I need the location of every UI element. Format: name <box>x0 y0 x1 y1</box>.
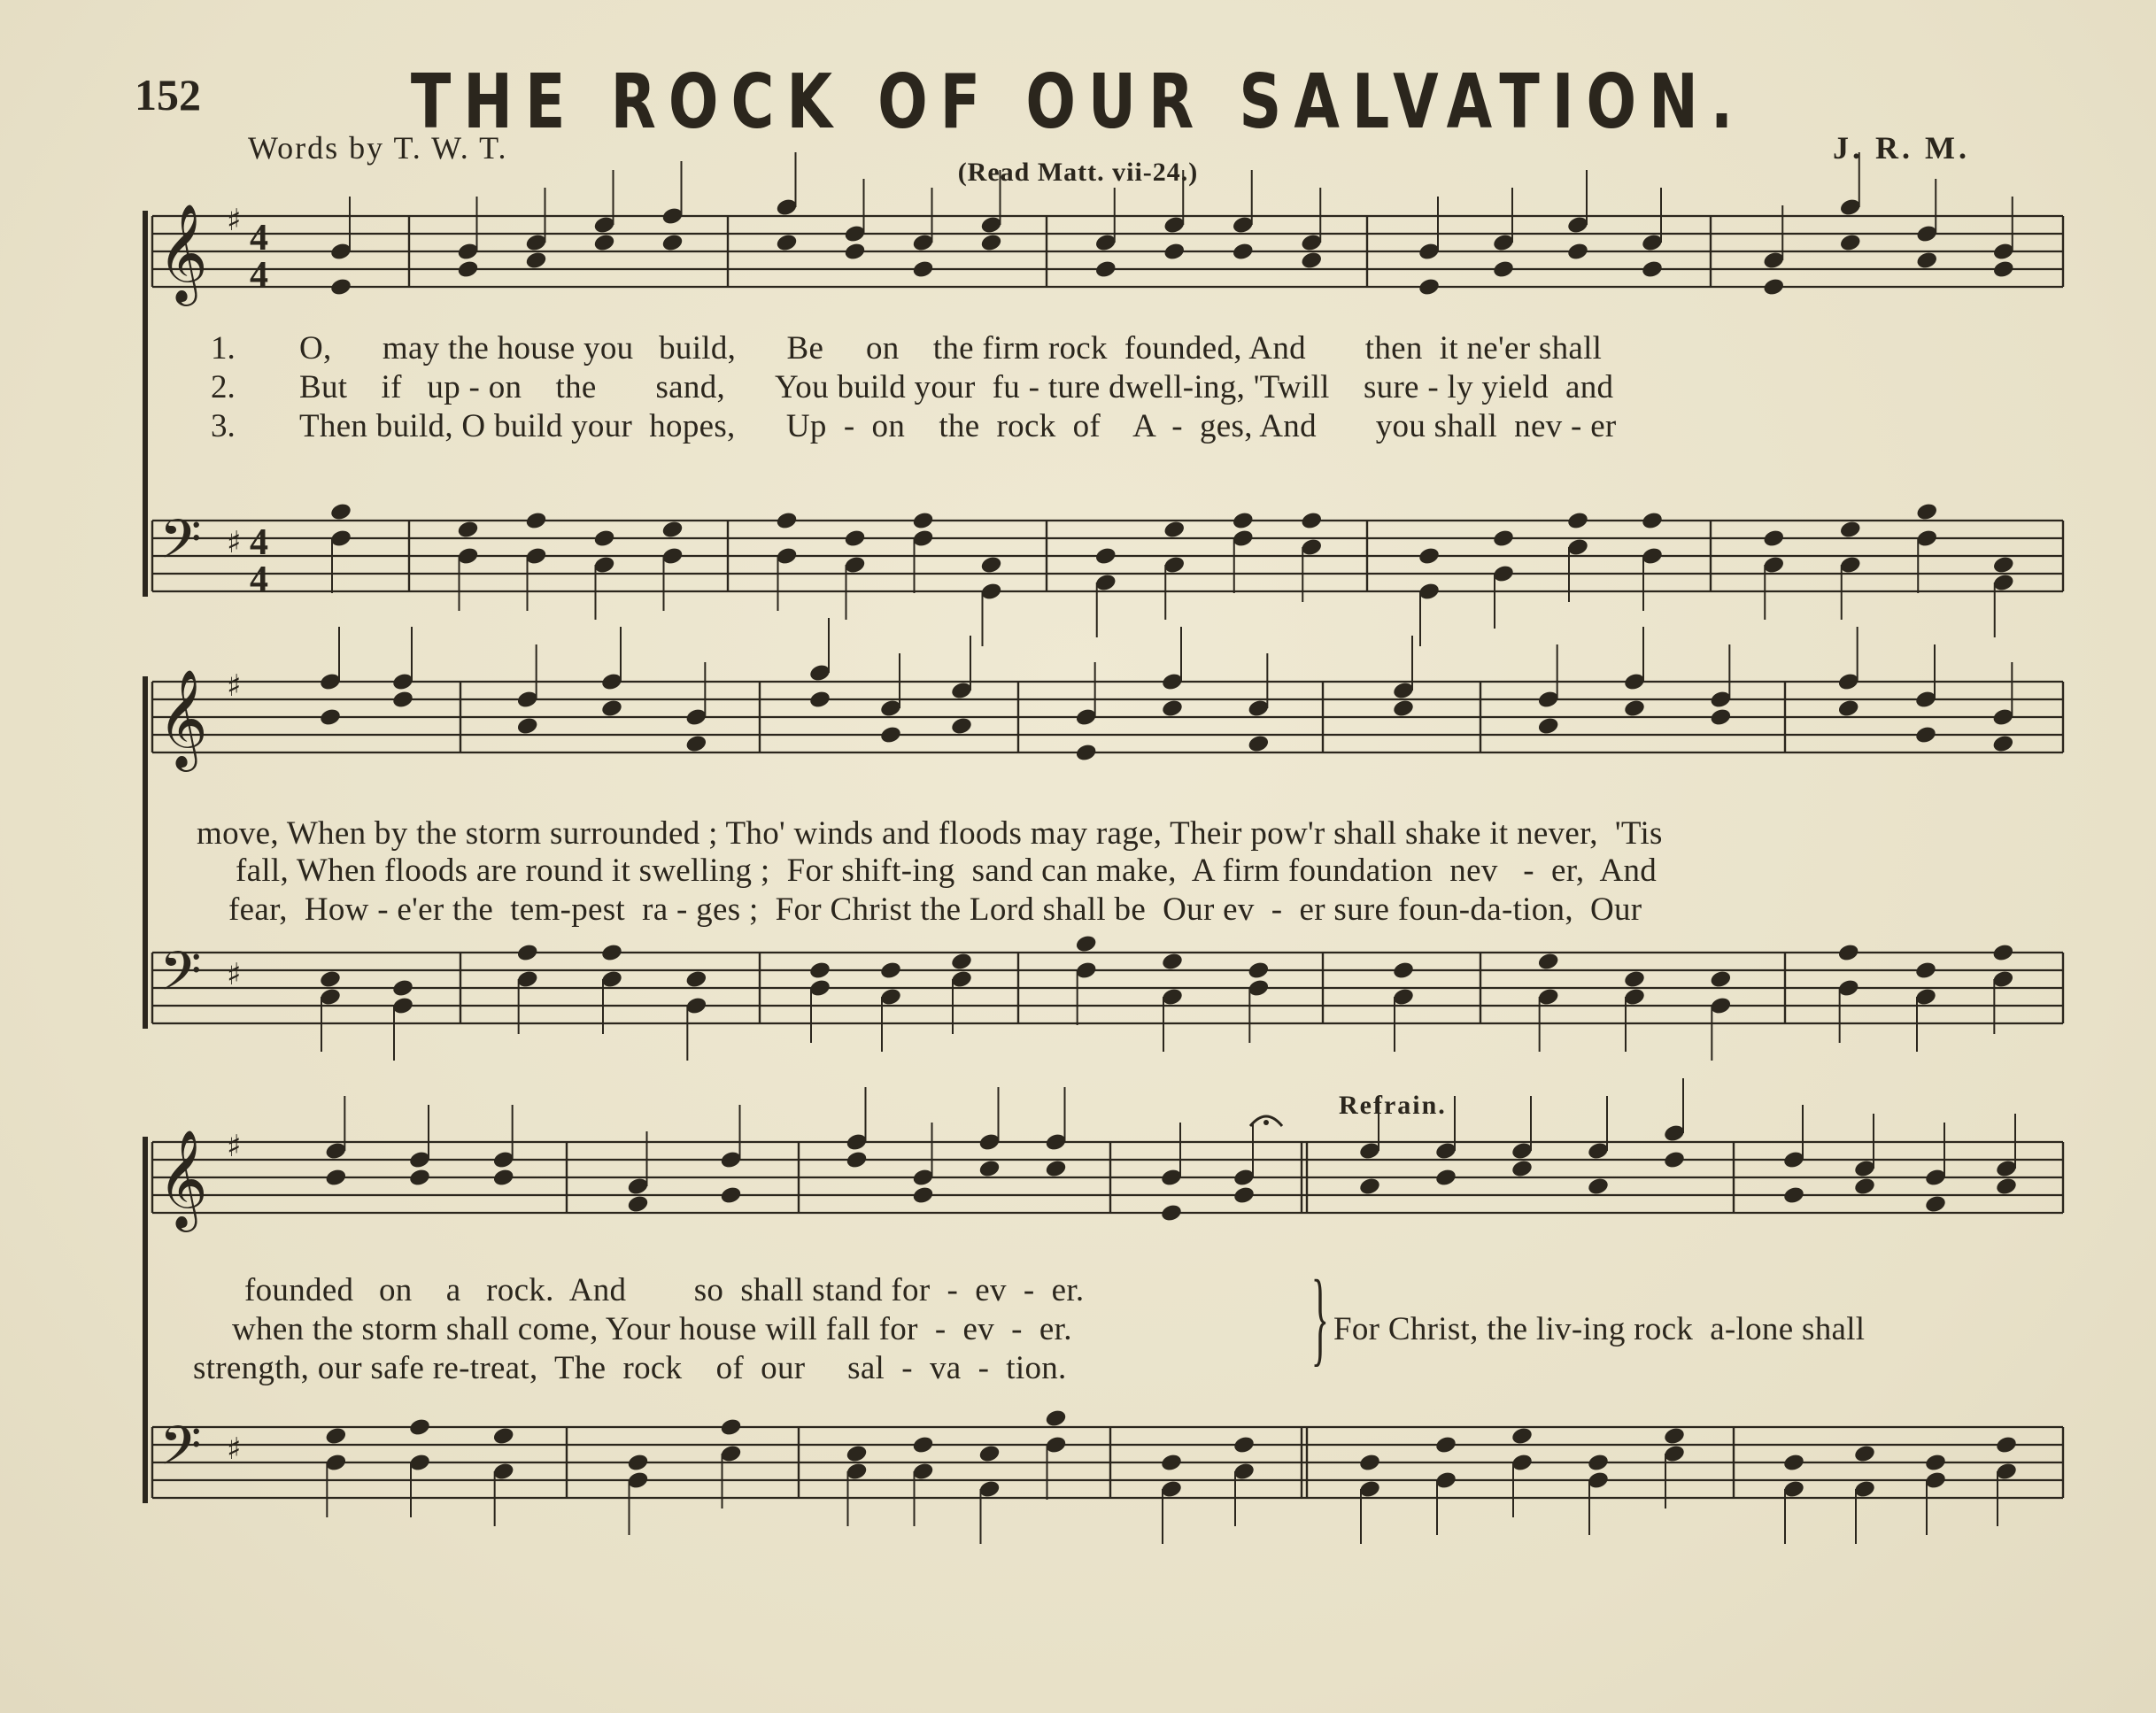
notehead <box>1623 969 1646 990</box>
notehead <box>1300 511 1323 531</box>
lyric-line-s2-v2: fall, When floods are round it swelling ; For shift-ing sand can make, A firm foundation nev - er, And <box>236 853 1658 889</box>
notehead <box>1392 698 1415 719</box>
notehead <box>1641 259 1664 280</box>
treble-clef-icon: 𝄞 <box>158 203 208 302</box>
notehead <box>456 520 479 540</box>
treble-clef-icon: 𝄞 <box>158 1129 208 1228</box>
notehead <box>719 1417 742 1438</box>
notehead <box>1924 1453 1947 1473</box>
lyric-line-s1-v3: Then build, O build your hopes, Up - on the rock of A - ges, And you shall nev - er <box>299 408 1617 444</box>
verse-brace: } <box>1310 1258 1329 1376</box>
notehead <box>1839 520 1862 540</box>
verse-number-1: 1. <box>211 330 236 367</box>
notehead <box>1992 259 2015 280</box>
notehead <box>1044 1159 1067 1179</box>
notehead <box>1247 734 1270 754</box>
notehead <box>492 1168 515 1188</box>
notehead <box>845 1444 868 1464</box>
notehead <box>845 1150 868 1170</box>
notehead <box>324 1426 347 1447</box>
notehead <box>911 259 934 280</box>
notehead <box>1094 259 1117 280</box>
lyric-line-s3-v3: strength, our safe re-treat, The rock of our sal - va - tion. <box>193 1350 1067 1386</box>
notehead <box>1853 1444 1876 1464</box>
notehead <box>911 1435 934 1455</box>
notehead <box>1991 943 2014 963</box>
notehead <box>1358 1177 1381 1197</box>
notehead <box>1160 1453 1183 1473</box>
time-signature-top: 4 <box>250 522 268 563</box>
notehead <box>1418 546 1441 567</box>
notehead <box>1623 698 1646 719</box>
notehead <box>1537 952 1560 972</box>
lyric-line-s2-v3: fear, How - e'er the tem-pest ra - ges ; For Christ the Lord shall be Our ev - er sure foun-da-tion, Our <box>228 891 1642 928</box>
refrain-lyric-line: For Christ, the liv-ing rock a-lone shall <box>1333 1311 1866 1347</box>
notehead <box>1587 1453 1610 1473</box>
notehead <box>879 725 902 745</box>
notehead <box>979 555 1002 575</box>
notehead <box>1709 969 1732 990</box>
notehead <box>516 943 539 963</box>
sharp-icon: ♯ <box>227 203 242 238</box>
notehead <box>319 969 342 990</box>
notehead <box>1566 511 1589 531</box>
notehead <box>524 511 547 531</box>
notehead <box>950 952 973 972</box>
notehead <box>1511 1426 1534 1447</box>
time-signature-bottom: 4 <box>250 255 268 296</box>
time-signature-top: 4 <box>250 218 268 258</box>
notehead <box>1995 1177 2018 1197</box>
notehead <box>1924 1194 1947 1215</box>
lyric-line-s1-v1: O, may the house you build, Be on the firm rock founded, And then it ne'er shall <box>299 330 1603 367</box>
notehead <box>1995 1435 2018 1455</box>
notehead <box>324 1168 347 1188</box>
lyricist-credit: Words by T. W. T. <box>248 130 508 166</box>
bass-clef-icon: 𝄢 <box>159 508 202 584</box>
sharp-icon: ♯ <box>227 1129 242 1164</box>
notehead <box>684 734 707 754</box>
composer-credit: J. R. M. <box>1833 130 1970 166</box>
notehead <box>911 511 934 531</box>
page-number: 152 <box>135 70 201 120</box>
notehead <box>329 277 352 297</box>
sharp-icon: ♯ <box>227 957 242 992</box>
notehead <box>1537 716 1560 737</box>
notehead <box>1663 1150 1686 1170</box>
notehead <box>1762 529 1785 549</box>
notehead <box>1163 242 1186 262</box>
notehead <box>1233 1185 1256 1206</box>
notehead <box>1434 1435 1457 1455</box>
notehead <box>843 242 866 262</box>
notehead <box>329 502 352 522</box>
notehead <box>408 1417 431 1438</box>
notehead <box>661 233 684 253</box>
sharp-icon: ♯ <box>227 525 242 560</box>
lyric-line-s1-v2: But if up - on the sand, You build your fu - ture dwell-ing, 'Twill sure - ly yield and <box>299 369 1614 405</box>
notehead <box>1587 1177 1610 1197</box>
sharp-icon: ♯ <box>227 668 242 704</box>
verse-number-3: 3. <box>211 408 236 444</box>
notehead <box>391 978 414 999</box>
notehead <box>1247 961 1270 981</box>
notehead <box>1075 743 1098 763</box>
notehead <box>592 233 615 253</box>
notehead <box>1762 277 1785 297</box>
notehead <box>1392 961 1415 981</box>
notehead <box>950 716 973 737</box>
verse-number-2: 2. <box>211 369 236 405</box>
notehead <box>1782 1453 1805 1473</box>
notehead <box>1232 242 1255 262</box>
lyric-line-s2-v1: move, When by the storm surrounded ; Tho' winds and floods may rage, Their pow'r shall shake it never, 'Tis <box>197 815 1663 852</box>
notehead <box>978 1159 1001 1179</box>
notehead <box>524 251 547 271</box>
notehead <box>1044 1408 1067 1429</box>
notehead <box>911 1185 934 1206</box>
notehead <box>1992 555 2015 575</box>
notehead <box>319 707 342 728</box>
notehead <box>600 698 623 719</box>
notehead <box>1853 1177 1876 1197</box>
notehead <box>492 1426 515 1447</box>
treble-clef-icon: 𝄞 <box>158 668 208 768</box>
notehead <box>808 690 831 710</box>
notehead <box>979 233 1002 253</box>
notehead <box>1566 242 1589 262</box>
notehead <box>661 520 684 540</box>
notehead <box>1161 952 1184 972</box>
notehead <box>1991 734 2014 754</box>
bass-clef-icon: 𝄢 <box>159 1415 202 1491</box>
notehead <box>843 529 866 549</box>
notehead <box>1418 277 1441 297</box>
notehead <box>808 961 831 981</box>
time-signature-bottom: 4 <box>250 559 268 600</box>
bass-clef-icon: 𝄢 <box>159 940 202 1016</box>
notehead <box>1914 961 1937 981</box>
notehead <box>408 1168 431 1188</box>
notehead <box>1434 1168 1457 1188</box>
notehead <box>1094 546 1117 567</box>
notehead <box>719 1185 742 1206</box>
lyric-line-s3-v1: founded on a rock. And so shall stand for - ev - er. <box>244 1272 1085 1308</box>
refrain-label: Refrain. <box>1339 1091 1447 1120</box>
notehead <box>1915 502 1938 522</box>
notehead <box>1709 707 1732 728</box>
notehead <box>1915 251 1938 271</box>
notehead <box>391 690 414 710</box>
notehead <box>626 1194 649 1215</box>
lyric-line-s3-v2: when the storm shall come, Your house will fall for - ev - er. <box>232 1311 1072 1347</box>
notehead <box>1837 698 1860 719</box>
notehead <box>626 1453 649 1473</box>
notehead <box>1663 1426 1686 1447</box>
notehead <box>600 943 623 963</box>
notehead <box>978 1444 1001 1464</box>
fermata-dot <box>1263 1120 1269 1125</box>
notehead <box>1232 511 1255 531</box>
notehead <box>1492 529 1515 549</box>
notehead <box>456 259 479 280</box>
sharp-icon: ♯ <box>227 1431 242 1467</box>
notehead <box>1233 1435 1256 1455</box>
notehead <box>592 529 615 549</box>
notehead <box>1511 1159 1534 1179</box>
notehead <box>1161 698 1184 719</box>
notehead <box>1914 725 1937 745</box>
scripture-reference: (Read Matt. vii-24.) <box>957 158 1199 187</box>
notehead <box>1782 1185 1805 1206</box>
notehead <box>1837 943 1860 963</box>
notehead <box>775 233 798 253</box>
notehead <box>1075 934 1098 954</box>
notehead <box>1641 511 1664 531</box>
notehead <box>879 961 902 981</box>
notehead <box>1163 520 1186 540</box>
notehead <box>1839 233 1862 253</box>
notehead <box>1160 1203 1183 1223</box>
notehead <box>775 511 798 531</box>
hymn-title: THE ROCK OF OUR SALVATION. <box>410 58 1746 146</box>
notehead <box>1358 1453 1381 1473</box>
notehead <box>516 716 539 737</box>
notehead <box>684 969 707 990</box>
notehead <box>1300 251 1323 271</box>
notehead <box>1492 259 1515 280</box>
